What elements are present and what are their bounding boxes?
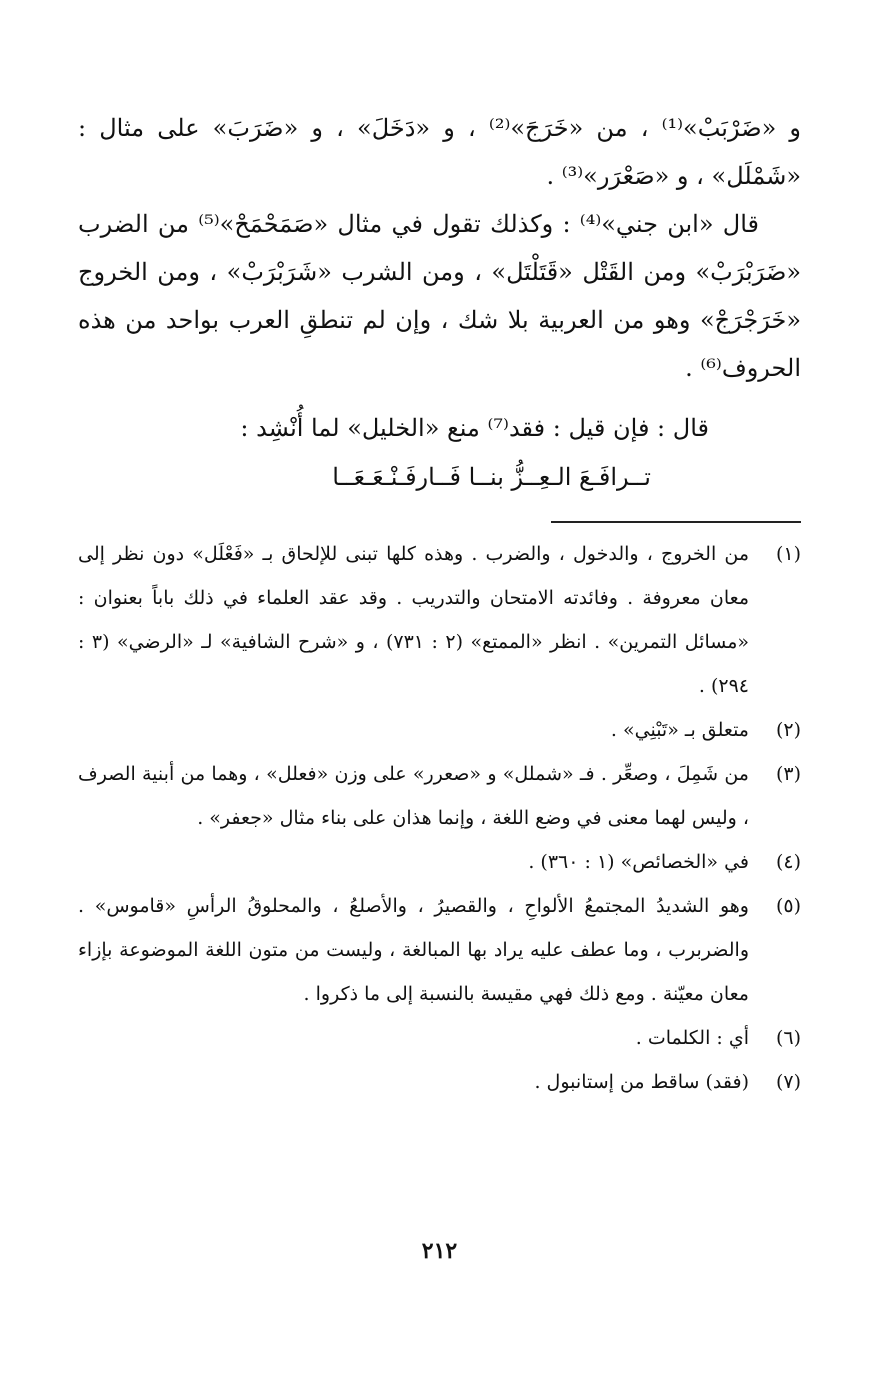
paragraph: و «ضَرْبَبْ»⁽¹⁾ ، من «خَرَجَ»⁽²⁾ ، و «دَخَلَ» ، و «ضَرَبَ» على مثال : «شَمْلَل» ، و «صَعْرَر»⁽³⁾ . xyxy=(78,114,801,190)
footnotes xyxy=(78,532,801,1104)
footnote-number: (٢) xyxy=(775,719,801,741)
footnote xyxy=(78,752,801,840)
footnote xyxy=(78,532,801,708)
footnote xyxy=(78,1060,801,1104)
footnote-text: من شَمِلَ ، وصعِّر . فـ «شملل» و «صعرر» على وزن «فعلل» ، وهما من أبنية الصرف ، وليس لهما معنى في وضع اللغة ، وإنما هذان على بناء مثال «جعفر» . xyxy=(78,763,749,829)
footnote-number: (٤) xyxy=(775,851,801,873)
footnote xyxy=(78,840,801,884)
verse-intro: قال : فإن قيل : فقد⁽⁷⁾ منع «الخليل» لما أُنْشِد : xyxy=(240,414,709,442)
main-text xyxy=(78,104,801,392)
footnote-number: (١) xyxy=(775,543,801,565)
poetry-block xyxy=(78,404,801,502)
footnote xyxy=(78,884,801,1016)
footnote xyxy=(78,708,801,752)
footnote-text: متعلق بـ «تَبْنِي» . xyxy=(610,719,749,741)
paragraph: قال «ابن جني»⁽⁴⁾ : وكذلك تقول في مثال «صَمَحْمَحْ»⁽⁵⁾ من الضرب «ضَرَبْرَبْ» ومن القَتْل «قَتَلْتَل» ، ومن الشرب «شَرَبْرَبْ» ، ومن الخروج «خَرَجْرَجْ» وهو من العربية بلا شك ، وإن لم تنطقِ العرب بواحد من هذه الحروف⁽⁶⁾ . xyxy=(78,210,802,382)
page-number: ٢١٢ xyxy=(421,1238,458,1264)
footnote-number: (٧) xyxy=(775,1071,801,1093)
footnote-text: من الخروج ، والدخول ، والضرب . وهذه كلها تبنى للإلحاق بـ «فَعْلَل» دون نظر إلى معان معروفة . وفائدته الامتحان والتدريب . وقد عقد العلماء في ذلك باباً بعنوان : «مسائل التمرين» . انظر «الممتع» (٢ : ٧٣١) ، و «شرح الشافية» لـ «الرضي» (٣ : ٢٩٤) . xyxy=(78,543,749,697)
footnote-text: أي : الكلمات . xyxy=(635,1027,749,1049)
footnote-separator xyxy=(551,521,801,523)
footnote-number: (٣) xyxy=(775,763,801,785)
footnote-text: (فقد) ساقط من إستانبول . xyxy=(534,1071,749,1093)
footnote xyxy=(78,1016,801,1060)
verse-line: تــرافَـعَ الـعِــزُّ بنــا فَــارفَـنْـعَـعَــا xyxy=(332,463,651,491)
footnote-text: وهو الشديدُ المجتمعُ الألواحِ ، والقصيرُ ، والأصلعُ ، والمحلوقُ الرأسِ «قاموس» . والضربرب ، وما عطف عليه يراد بها المبالغة ، وليست من متون اللغة الموضوعة بإزاء معان معيّنة . ومع ذلك فهي مقيسة بالنسبة إلى ما ذكروا . xyxy=(78,895,749,1005)
footnote-text: في «الخصائص» (١ : ٣٦٠) . xyxy=(528,851,749,873)
footnote-number: (٦) xyxy=(775,1027,801,1049)
footnote-number: (٥) xyxy=(775,895,801,917)
